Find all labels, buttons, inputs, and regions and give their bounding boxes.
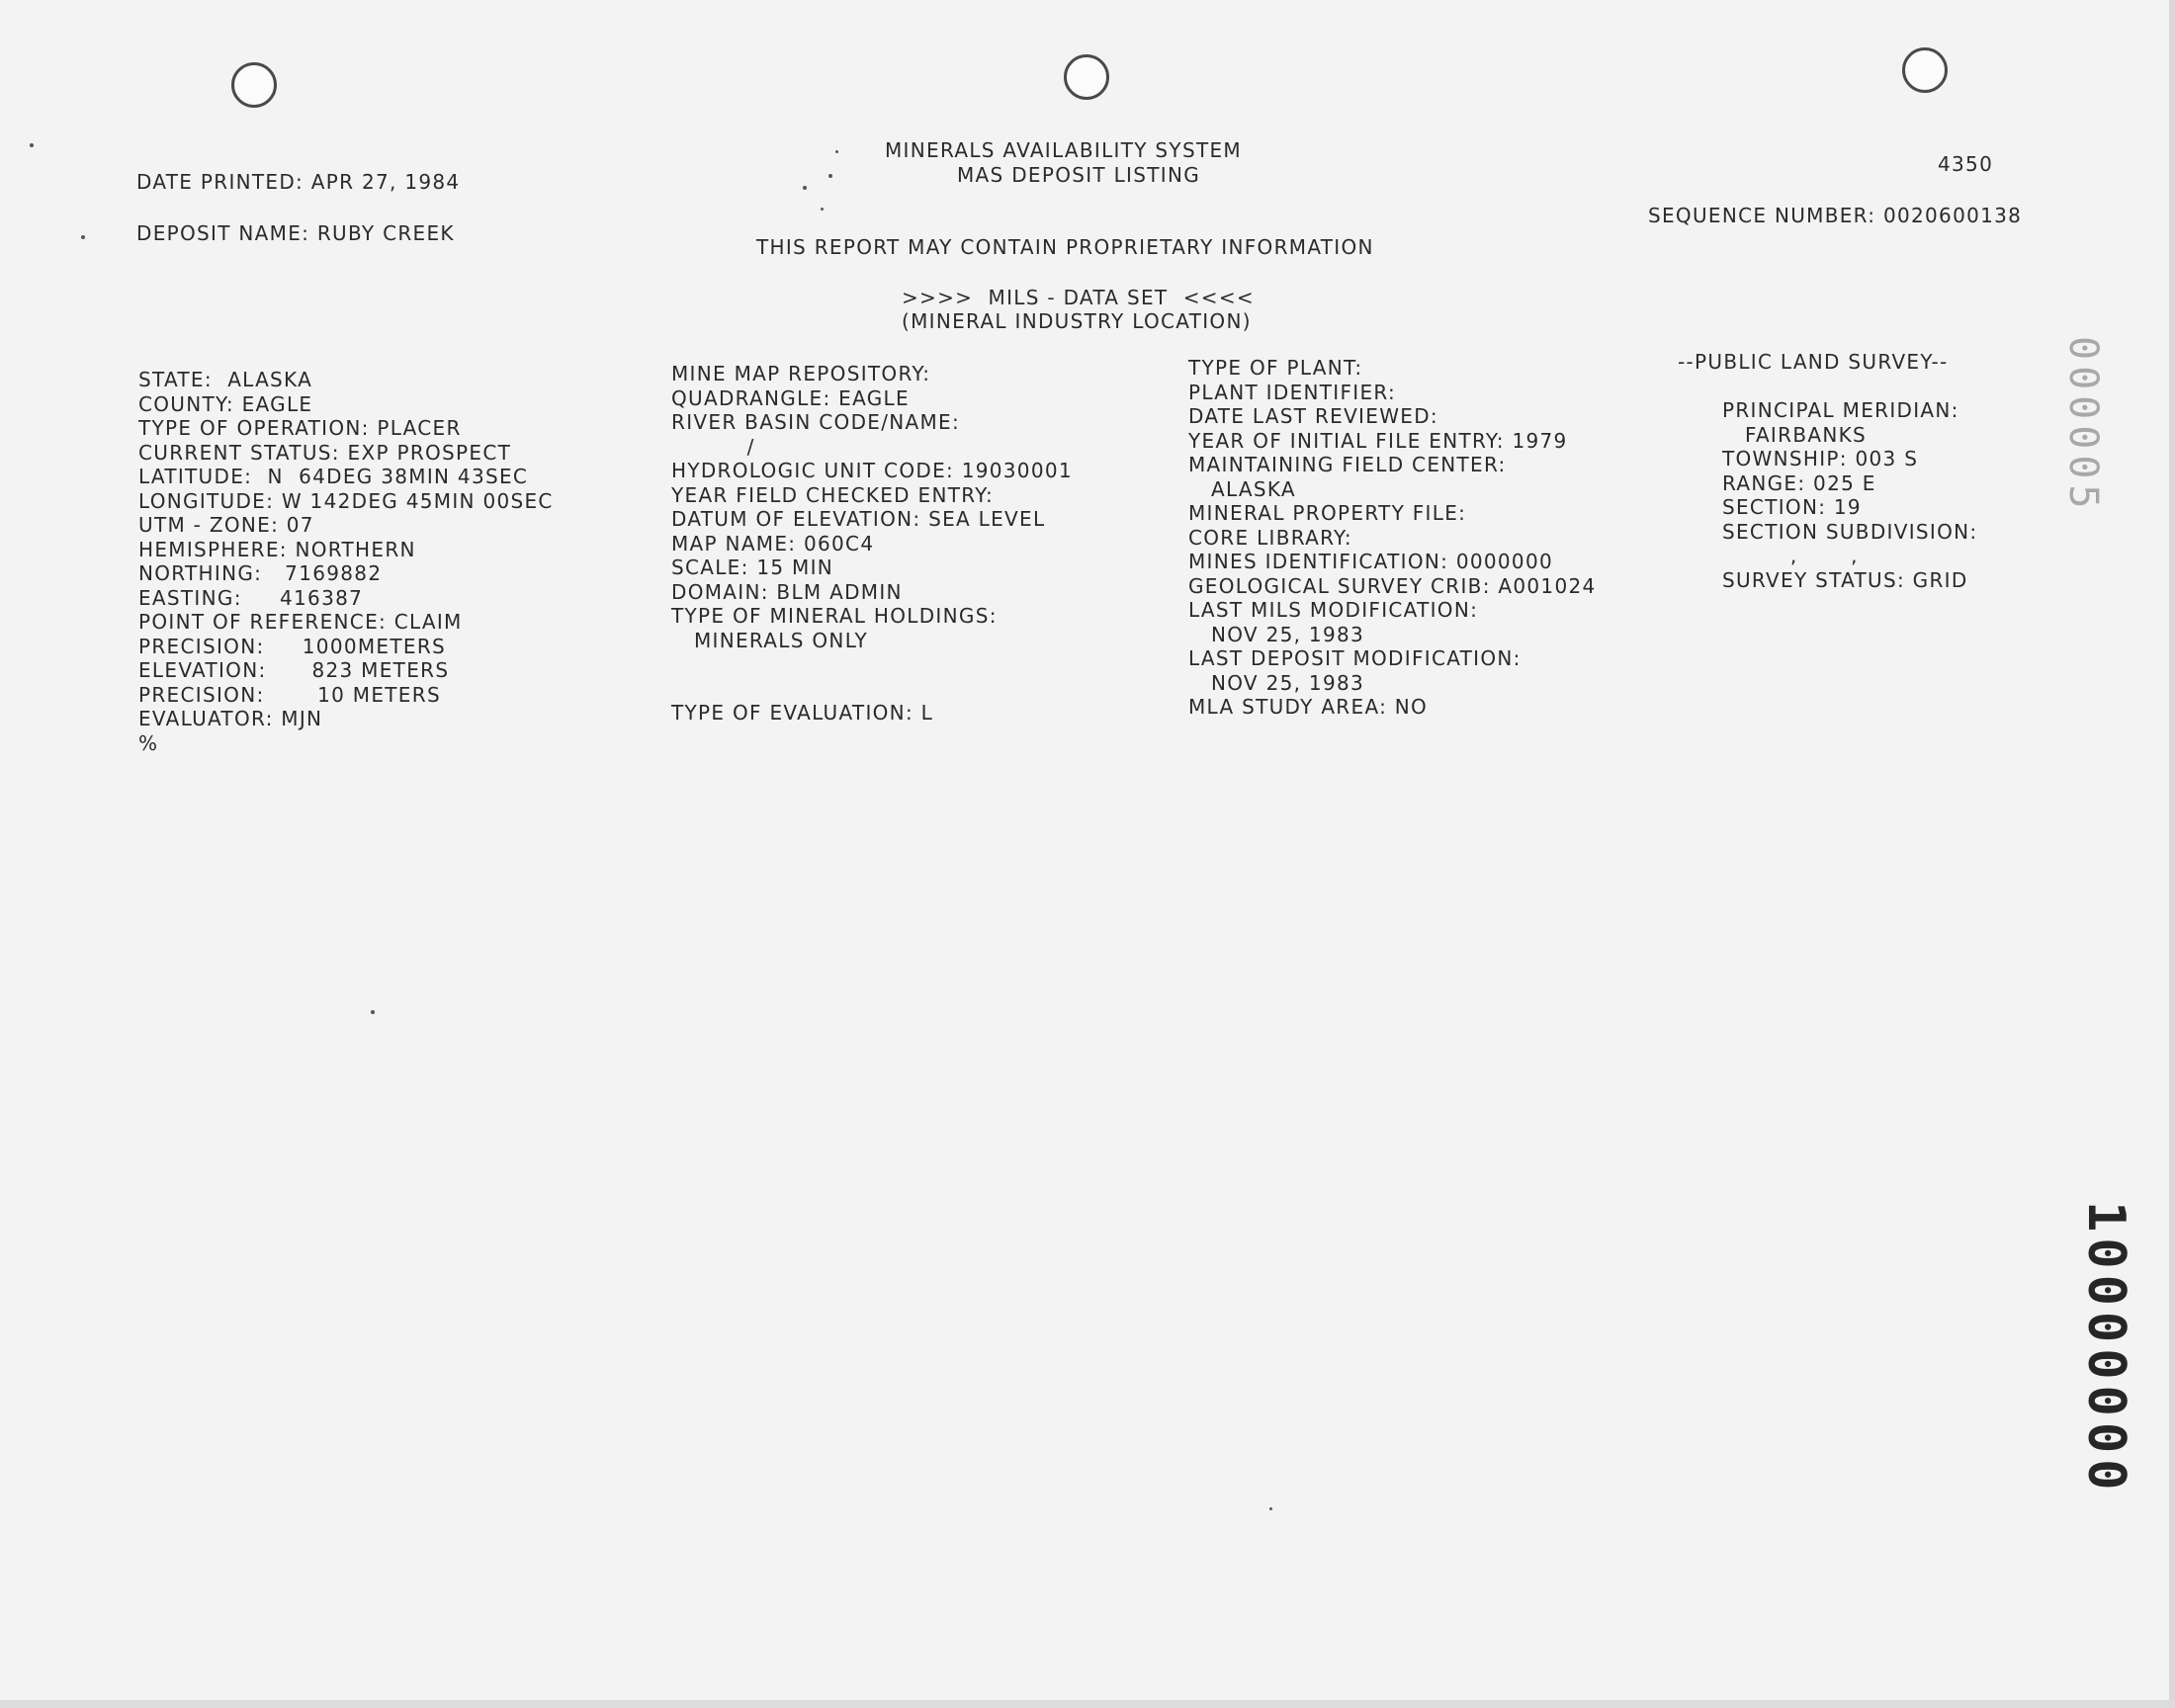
punch-hole-center <box>1064 54 1109 100</box>
field-line: MINERAL PROPERTY FILE: <box>1188 501 1467 525</box>
proprietary-notice: THIS REPORT MAY CONTAIN PROPRIETARY INFORMATION <box>756 235 1374 259</box>
field-line: DATE LAST REVIEWED: <box>1188 404 1438 428</box>
field-line: MINERALS ONLY <box>671 628 868 652</box>
field-line: / <box>671 434 755 459</box>
field-line: PRECISION: 1000METERS <box>138 634 447 658</box>
field-line <box>671 652 1073 677</box>
field-line: FAIRBANKS <box>1722 422 1867 447</box>
sequence-number: SEQUENCE NUMBER: 0020600138 <box>1648 204 2023 227</box>
data-set-name: (MINERAL INDUSTRY LOCATION) <box>902 309 1252 333</box>
system-title: MINERALS AVAILABILITY SYSTEM <box>885 138 1242 162</box>
field-line: EASTING: 416387 <box>138 585 364 610</box>
field-line: TYPE OF PLANT: <box>1188 356 1363 380</box>
speck <box>821 208 824 211</box>
field-line: RIVER BASIN CODE/NAME: <box>671 410 961 434</box>
data-set-title: >>>> MILS - DATA SET <<<< <box>902 286 1255 309</box>
field-line: QUADRANGLE: EAGLE <box>671 385 910 410</box>
field-line: YEAR OF INITIAL FILE ENTRY: 1979 <box>1188 428 1568 453</box>
field-line: SECTION SUBDIVISION: <box>1722 519 1978 544</box>
batch-number-stamp: 10000000 <box>2076 1201 2135 1496</box>
field-line: , , <box>1722 544 1859 567</box>
page-edge <box>2169 0 2175 1708</box>
field-line: LONGITUDE: W 142DEG 45MIN 00SEC <box>138 488 554 513</box>
punch-hole-left <box>231 62 277 108</box>
public-land-survey-title: --PUBLIC LAND SURVEY-- <box>1678 350 1949 374</box>
field-line: UTM - ZONE: 07 <box>138 513 314 537</box>
date-printed: DATE PRINTED: APR 27, 1984 <box>136 170 461 194</box>
field-line: COUNTY: EAGLE <box>138 391 313 416</box>
page-bottom-edge <box>0 1700 2175 1708</box>
field-line: MINES IDENTIFICATION: 0000000 <box>1188 550 1553 573</box>
deposit-name: DEPOSIT NAME: RUBY CREEK <box>136 221 455 245</box>
field-line: HEMISPHERE: NORTHERN <box>138 537 416 561</box>
field-line: MINE MAP REPOSITORY: <box>671 362 931 385</box>
field-line: MAINTAINING FIELD CENTER: <box>1188 453 1507 476</box>
field-line: MAP NAME: 060C4 <box>671 531 875 555</box>
field-line: STATE: ALASKA <box>138 368 313 391</box>
field-line: LAST MILS MODIFICATION: <box>1188 598 1479 622</box>
field-line: TOWNSHIP: 003 S <box>1722 447 1919 470</box>
field-line: PRECISION: 10 METERS <box>138 682 441 707</box>
field-line: YEAR FIELD CHECKED ENTRY: <box>671 482 995 507</box>
file-column <box>1188 356 1597 720</box>
speck <box>828 174 832 178</box>
page-code: 4350 <box>1938 152 1994 176</box>
field-line: SCALE: 15 MIN <box>671 555 834 579</box>
field-line: RANGE: 025 E <box>1722 470 1876 495</box>
field-line: EVALUATOR: MJN <box>138 707 323 730</box>
field-line: % <box>138 730 159 755</box>
location-column <box>138 368 554 755</box>
field-line: MLA STUDY AREA: NO <box>1188 695 1429 719</box>
speck <box>803 186 807 190</box>
field-line: TYPE OF OPERATION: PLACER <box>138 416 462 440</box>
field-line: CURRENT STATUS: EXP PROSPECT <box>138 440 512 465</box>
field-line: DATUM OF ELEVATION: SEA LEVEL <box>671 507 1046 531</box>
field-line <box>671 677 1073 702</box>
listing-title: MAS DEPOSIT LISTING <box>957 163 1201 187</box>
faint-page-stamp: 000005 <box>2060 336 2106 515</box>
field-line: SURVEY STATUS: GRID <box>1722 567 1968 592</box>
field-line: GEOLOGICAL SURVEY CRIB: A001024 <box>1188 573 1597 598</box>
field-line: LAST DEPOSIT MODIFICATION: <box>1188 646 1522 670</box>
field-line: NOV 25, 1983 <box>1188 622 1365 646</box>
field-line: DOMAIN: BLM ADMIN <box>671 579 903 604</box>
field-line: TYPE OF EVALUATION: L <box>671 701 934 725</box>
field-line: POINT OF REFERENCE: CLAIM <box>138 610 463 634</box>
field-line: TYPE OF MINERAL HOLDINGS: <box>671 604 998 628</box>
punch-hole-right <box>1902 47 1948 93</box>
speck <box>1269 1507 1272 1510</box>
map-column <box>671 362 1073 726</box>
field-line: SECTION: 19 <box>1722 495 1862 519</box>
speck <box>30 143 34 147</box>
field-line: NOV 25, 1983 <box>1188 670 1365 695</box>
field-line: ELEVATION: 823 METERS <box>138 658 450 682</box>
survey-column <box>1722 398 1977 592</box>
field-line: PRINCIPAL MERIDIAN: <box>1722 398 1959 422</box>
speck <box>371 1010 375 1014</box>
field-line: NORTHING: 7169882 <box>138 561 383 585</box>
speck <box>835 150 838 153</box>
speck <box>81 235 85 239</box>
field-line: PLANT IDENTIFIER: <box>1188 380 1397 404</box>
field-line: HYDROLOGIC UNIT CODE: 19030001 <box>671 459 1073 482</box>
field-line: CORE LIBRARY: <box>1188 525 1352 550</box>
field-line: ALASKA <box>1188 476 1296 501</box>
field-line: LATITUDE: N 64DEG 38MIN 43SEC <box>138 465 529 488</box>
